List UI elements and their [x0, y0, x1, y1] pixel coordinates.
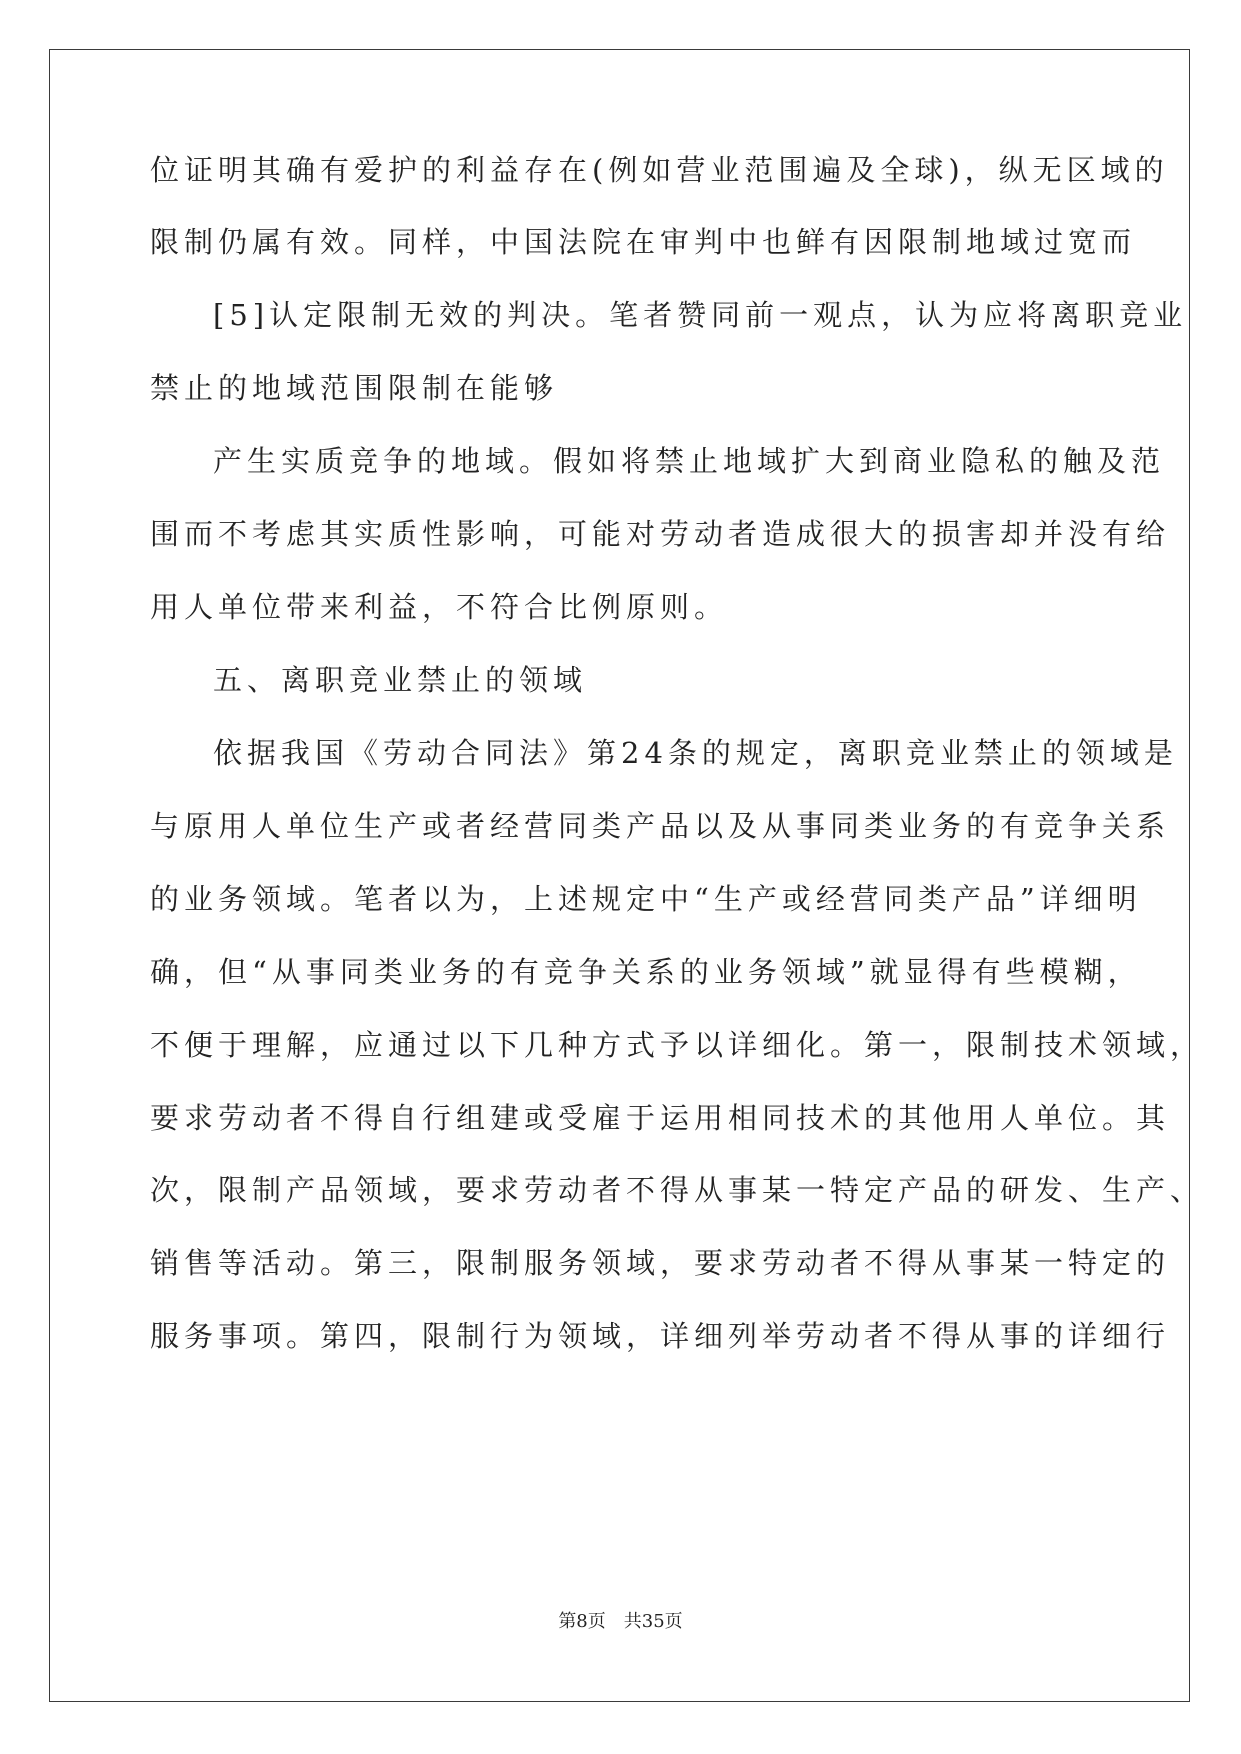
text-line-10: 与原用人单位生产或者经营同类产品以及从事同类业务的有竞争关系 [150, 809, 1171, 843]
text-line-3: [5]认定限制无效的判决。笔者赞同前一观点，认为应将离职竞业 [213, 298, 1188, 332]
page-number: 第8页 [558, 1611, 606, 1632]
text-line-17: 服务事项。第四，限制行为领域，详细列举劳动者不得从事的详细行 [150, 1319, 1171, 1353]
text-line-16: 销售等活动。第三，限制服务领域，要求劳动者不得从事某一特定的 [150, 1246, 1171, 1280]
text-line-1: 位证明其确有爱护的利益存在(例如营业范围遍及全球)，纵无区域的 [150, 153, 1169, 187]
text-line-13: 不便于理解，应通过以下几种方式予以详细化。第一，限制技术领域， [150, 1028, 1205, 1062]
text-line-2: 限制仍属有效。同样，中国法院在审判中也鲜有因限制地域过宽而 [150, 225, 1137, 259]
text-line-12: 确，但“从事同类业务的有竞争关系的业务领域”就显得有些模糊， [150, 955, 1142, 989]
text-line-7: 用人单位带来利益，不符合比例原则。 [150, 590, 729, 624]
page-total: 共35页 [623, 1611, 683, 1632]
text-line-11: 的业务领域。笔者以为，上述规定中“生产或经营同类产品”详细明 [150, 882, 1142, 916]
text-line-9: 依据我国《劳动合同法》第24条的规定，离职竞业禁止的领域是 [213, 736, 1178, 770]
page-footer [0, 1610, 1241, 1634]
text-line-4: 禁止的地域范围限制在能够 [150, 371, 559, 405]
text-line-14: 要求劳动者不得自行组建或受雇于运用相同技术的其他用人单位。其 [150, 1101, 1171, 1135]
text-line-15: 次，限制产品领域，要求劳动者不得从事某一特定产品的研发、生产、 [150, 1173, 1205, 1207]
text-line-5: 产生实质竞争的地域。假如将禁止地域扩大到商业隐私的触及范 [213, 444, 1166, 478]
text-line-6: 围而不考虑其实质性影响，可能对劳动者造成很大的损害却并没有给 [150, 517, 1171, 551]
section-heading: 五、离职竞业禁止的领域 [213, 663, 588, 697]
